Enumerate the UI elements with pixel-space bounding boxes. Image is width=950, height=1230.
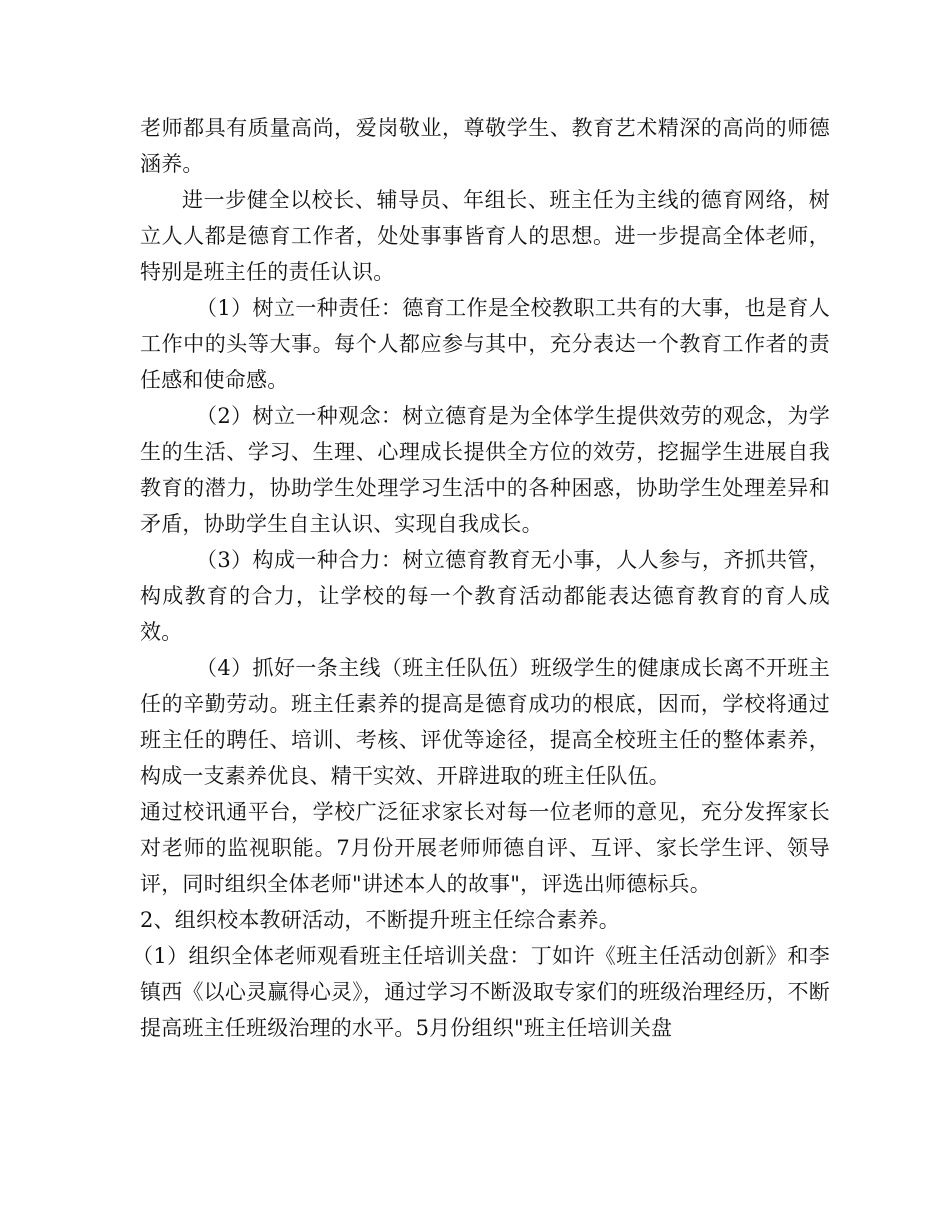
paragraph-2: 进一步健全以校长、辅导员、年组长、班主任为主线的德育网络，树立人人都是德育工作者，处处事事皆育人的思想。进一步提高全体老师，特别是班主任的责任认识。	[140, 188, 830, 284]
paragraph-6: （4）抓好一条主线（班主任队伍）班级学生的健康成长离不开班主任的辛勤劳动。班主任素养的提高是德育成功的根底，因而，学校将通过班主任的聘任、培训、考核、评优等途径，提高全校班主任的整体素养，构成一支素养优良、精干实效、开辟进取的班主任队伍。	[140, 656, 830, 788]
paragraph-1: 老师都具有质量高尚，爱岗敬业，尊敬学生、教育艺术精深的高尚的师德涵养。	[140, 116, 830, 176]
paragraph-9: （1）组织全体老师观看班主任培训关盘：丁如许《班主任活动创新》和李镇西《以心灵赢得心灵》，通过学习不断汲取专家们的班级治理经历，不断提高班主任班级治理的水平。5月份组织"班主任培训关盘	[132, 944, 830, 1040]
paragraph-5: （3）构成一种合力：树立德育教育无小事，人人参与，齐抓共管，构成教育的合力，让学校的每一个教育活动都能表达德育教育的育人成效。	[140, 548, 830, 644]
paragraph-3: （1）树立一种责任：德育工作是全校教职工共有的大事，也是育人工作中的头等大事。每个人都应参与其中，充分表达一个教育工作者的责任感和使命感。	[140, 296, 830, 392]
paragraph-8: 2、组织校本教研活动，不断提升班主任综合素养。	[140, 908, 620, 932]
paragraph-4: （2）树立一种观念：树立德育是为全体学生提供效劳的观念，为学生的生活、学习、生理、心理成长提供全方位的效劳，挖掘学生进展自我教育的潜力，协助学生处理学习生活中的各种困惑，协助学生处理差异和矛盾，协助学生自主认识、实现自我成长。	[140, 404, 830, 536]
paragraph-7: 通过校讯通平台，学校广泛征求家长对每一位老师的意见，充分发挥家长对老师的监视职能。7月份开展老师师德自评、互评、家长学生评、领导评，同时组织全体老师"讲述本人的故事"，评选出师德标兵。	[140, 800, 830, 896]
document-body	[132, 110, 830, 1046]
